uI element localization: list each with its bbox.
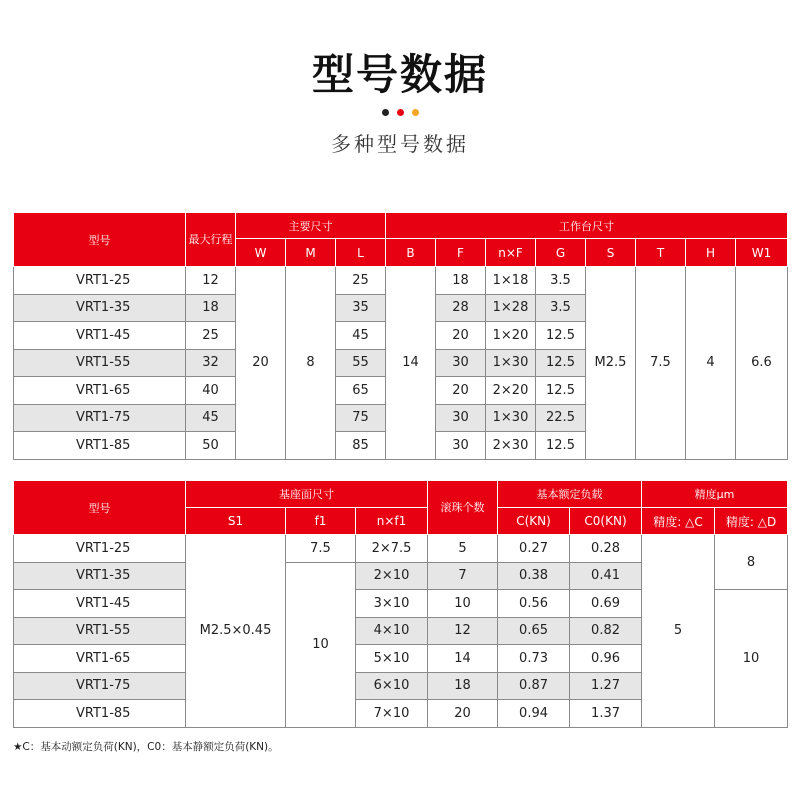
stroke-cell: 25 xyxy=(186,322,236,350)
g-cell: 12.5 xyxy=(536,322,586,350)
g-cell: 3.5 xyxy=(536,294,586,322)
model-cell: VRT1-25 xyxy=(14,535,186,563)
header-model: 型号 xyxy=(14,213,186,267)
g-cell: 12.5 xyxy=(536,432,586,460)
page-title: 型号数据 xyxy=(311,50,488,99)
c0-cell: 0.82 xyxy=(570,617,642,645)
header-main-dimensions: 主要尺寸 xyxy=(236,213,386,239)
header-table-dimensions: 工作台尺寸 xyxy=(386,213,788,239)
g-cell: 3.5 xyxy=(536,267,586,295)
model-cell: VRT1-75 xyxy=(14,672,186,700)
f1-cell: 7.5 xyxy=(286,535,356,563)
page-subtitle: 多种型号数据 xyxy=(331,132,469,156)
c0-cell: 1.27 xyxy=(570,672,642,700)
l-cell: 75 xyxy=(336,404,386,432)
nf-cell: 1×18 xyxy=(486,267,536,295)
header-l: L xyxy=(336,239,386,267)
stroke-cell: 40 xyxy=(186,377,236,405)
header-c0: C0(KN) xyxy=(570,508,642,535)
l-cell: 35 xyxy=(336,294,386,322)
model-cell: VRT1-35 xyxy=(14,562,186,590)
s1-cell: M2.5×0.45 xyxy=(186,535,286,728)
stroke-cell: 45 xyxy=(186,404,236,432)
table-row xyxy=(14,535,788,563)
header-w1: W1 xyxy=(736,239,788,267)
g-cell: 12.5 xyxy=(536,377,586,405)
nf-cell: 1×30 xyxy=(486,349,536,377)
l-cell: 45 xyxy=(336,322,386,350)
nf1-cell: 3×10 xyxy=(356,590,428,618)
c0-cell: 0.41 xyxy=(570,562,642,590)
c0-cell: 1.37 xyxy=(570,700,642,728)
c0-cell: 0.69 xyxy=(570,590,642,618)
s-cell: M2.5 xyxy=(586,267,636,460)
c0-cell: 0.96 xyxy=(570,645,642,673)
model-cell: VRT1-65 xyxy=(14,645,186,673)
header-precision-c: 精度: △C xyxy=(642,508,715,535)
nf1-cell: 4×10 xyxy=(356,617,428,645)
model-cell: VRT1-85 xyxy=(14,432,186,460)
g-cell: 12.5 xyxy=(536,349,586,377)
nf-cell: 1×28 xyxy=(486,294,536,322)
header-f: F xyxy=(436,239,486,267)
c-cell: 0.73 xyxy=(498,645,570,673)
model-cell: VRT1-55 xyxy=(14,617,186,645)
header-rated-load: 基本额定负载 xyxy=(498,481,642,508)
header-f1: f1 xyxy=(286,508,356,535)
model-cell: VRT1-85 xyxy=(14,700,186,728)
balls-cell: 14 xyxy=(428,645,498,673)
model-cell: VRT1-65 xyxy=(14,377,186,405)
header-h: H xyxy=(686,239,736,267)
dimensions-table xyxy=(13,212,788,460)
f-cell: 30 xyxy=(436,349,486,377)
model-cell: VRT1-45 xyxy=(14,322,186,350)
l-cell: 25 xyxy=(336,267,386,295)
f-cell: 20 xyxy=(436,322,486,350)
t-cell: 7.5 xyxy=(636,267,686,460)
load-precision-table xyxy=(13,480,788,728)
header-nf1: n×f1 xyxy=(356,508,428,535)
w-cell: 20 xyxy=(236,267,286,460)
header-c: C(KN) xyxy=(498,508,570,535)
c-cell: 0.27 xyxy=(498,535,570,563)
model-cell: VRT1-25 xyxy=(14,267,186,295)
c-cell: 0.87 xyxy=(498,672,570,700)
c-cell: 0.56 xyxy=(498,590,570,618)
nf1-cell: 7×10 xyxy=(356,700,428,728)
stroke-cell: 12 xyxy=(186,267,236,295)
f-cell: 18 xyxy=(436,267,486,295)
nf-cell: 1×20 xyxy=(486,322,536,350)
dot-red-icon xyxy=(397,109,404,116)
dot-black-icon xyxy=(382,109,389,116)
header-nf: n×F xyxy=(486,239,536,267)
header-g: G xyxy=(536,239,586,267)
header-model: 型号 xyxy=(14,481,186,535)
f-cell: 20 xyxy=(436,377,486,405)
stroke-cell: 50 xyxy=(186,432,236,460)
stroke-cell: 18 xyxy=(186,294,236,322)
balls-cell: 20 xyxy=(428,700,498,728)
f-cell: 30 xyxy=(436,432,486,460)
c-cell: 0.38 xyxy=(498,562,570,590)
balls-cell: 18 xyxy=(428,672,498,700)
nf1-cell: 2×10 xyxy=(356,562,428,590)
l-cell: 65 xyxy=(336,377,386,405)
model-cell: VRT1-75 xyxy=(14,404,186,432)
model-cell: VRT1-35 xyxy=(14,294,186,322)
c-cell: 0.94 xyxy=(498,700,570,728)
g-cell: 22.5 xyxy=(536,404,586,432)
precision-d-cell: 8 xyxy=(715,535,788,590)
header-b: B xyxy=(386,239,436,267)
f-cell: 28 xyxy=(436,294,486,322)
balls-cell: 5 xyxy=(428,535,498,563)
decorative-dots xyxy=(0,109,800,116)
header-s: S xyxy=(586,239,636,267)
c0-cell: 0.28 xyxy=(570,535,642,563)
header-max-stroke: 最大行程 xyxy=(186,213,236,267)
b-cell: 14 xyxy=(386,267,436,460)
header-t: T xyxy=(636,239,686,267)
l-cell: 55 xyxy=(336,349,386,377)
header-precision-d: 精度: △D xyxy=(715,508,788,535)
nf1-cell: 6×10 xyxy=(356,672,428,700)
dot-orange-icon xyxy=(412,109,419,116)
header-base-dimensions: 基座面尺寸 xyxy=(186,481,428,508)
nf-cell: 2×30 xyxy=(486,432,536,460)
f1-cell: 10 xyxy=(286,562,356,727)
m-cell: 8 xyxy=(286,267,336,460)
header-s1: S1 xyxy=(186,508,286,535)
header-m: M xyxy=(286,239,336,267)
precision-c-cell: 5 xyxy=(642,535,715,728)
table-row xyxy=(14,267,788,295)
balls-cell: 7 xyxy=(428,562,498,590)
balls-cell: 12 xyxy=(428,617,498,645)
nf1-cell: 2×7.5 xyxy=(356,535,428,563)
footnote: ★C：基本动额定负荷(KN)，C0：基本静额定负荷(KN)。 xyxy=(13,741,279,753)
header-ball-count: 滚珠个数 xyxy=(428,481,498,535)
model-cell: VRT1-55 xyxy=(14,349,186,377)
f-cell: 30 xyxy=(436,404,486,432)
header-precision: 精度μm xyxy=(642,481,788,508)
nf1-cell: 5×10 xyxy=(356,645,428,673)
h-cell: 4 xyxy=(686,267,736,460)
c-cell: 0.65 xyxy=(498,617,570,645)
balls-cell: 10 xyxy=(428,590,498,618)
nf-cell: 1×30 xyxy=(486,404,536,432)
l-cell: 85 xyxy=(336,432,386,460)
model-cell: VRT1-45 xyxy=(14,590,186,618)
w1-cell: 6.6 xyxy=(736,267,788,460)
header-w: W xyxy=(236,239,286,267)
nf-cell: 2×20 xyxy=(486,377,536,405)
stroke-cell: 32 xyxy=(186,349,236,377)
precision-d-cell: 10 xyxy=(715,590,788,728)
